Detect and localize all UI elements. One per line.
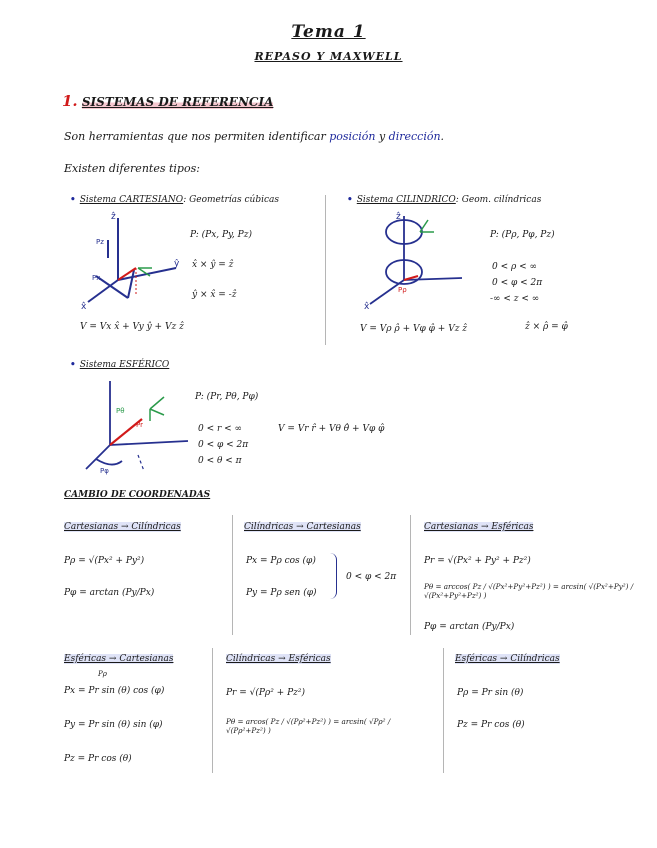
c2cyl-heading-text: Cartesianas → Cilíndricas [64,522,181,532]
c2sph-f3: Pφ = arctan (Py/Px) [424,622,515,632]
intro-and: y [375,130,389,143]
cylindrical-range-2: 0 < φ < 2π [492,278,543,288]
axis-z-label: ẑ [396,212,401,222]
cartesian-cross-2: ŷ × x̂ = -ẑ [192,290,237,300]
unit-vector-phi [150,409,164,415]
c2sph-heading-text: Cartesianas → Esféricas [424,522,534,532]
axis-x-label: x̂ [364,302,370,310]
spherical-point: P: (Pr, Pθ, Pφ) [195,392,259,402]
page-title: Tema 1 [291,22,366,42]
unit-vector-phi [420,220,428,232]
axis-y-label: ŷ [174,259,180,269]
cartesian-cross-1: x̂ × ŷ = ẑ [192,260,234,270]
x-axis [86,445,110,469]
box-edge-2 [128,270,134,298]
y-axis [110,441,188,445]
phi-arc [96,459,122,465]
spherical-diagram [78,375,193,475]
cylindrical-diagram [362,210,472,310]
intro-line [64,130,444,143]
intro-text: Son herramientas que nos permiten identificar [64,130,330,143]
page-subtitle: REPASO Y MAXWELL [254,50,403,63]
cyl2sph-f2: Pθ = arcos( Pz / √(Pρ²+Pz²) ) = arcsin( √Pρ² / √(Pρ²+Pz²) ) [226,717,391,735]
sph2cyl-f2: Pz = Pr cos (θ) [457,720,525,730]
cartesian-vector: V = Vx x̂ + Vy ŷ + Vz ẑ [80,322,184,332]
sph2c-heading-text: Esféricas → Cartesianas [64,654,174,664]
cylindrical-point: P: (Pρ, Pφ, Pz) [490,230,555,240]
cylindrical-heading: • Sistema CILINDRICO: Geom. cilíndricas [347,195,542,205]
px-label: Px [92,274,101,282]
cylindrical-vector: V = Vρ ρ̂ + Vφ φ̂ + Vz ẑ [360,324,468,334]
cartesian-label: Sistema CARTESIANO [79,195,184,205]
sph2cyl-heading [455,654,560,664]
sph2c-f1: Px = Pr sin (θ) cos (φ) [64,686,165,696]
cartesian-point: P: (Px, Py, Pz) [190,230,252,240]
sph2cyl-f1: Pρ = Pr sin (θ) [457,688,524,698]
axis-z-label: ẑ [111,212,116,222]
types-line: Existen diferentes tipos: [64,162,200,175]
cartesian-desc: : Geometrías cúbicas [183,195,280,205]
cyl2sph-heading [226,654,331,664]
cylindrical-range-1: 0 < ρ < ∞ [492,262,538,272]
cyl2c-f2: Py = Pρ sen (φ) [246,588,317,598]
intro-direction: dirección [388,130,441,143]
c2cyl-f2: Pφ = arctan (Py/Px) [64,588,155,598]
cylindrical-cross: ẑ × ρ̂ = φ̂ [525,322,568,332]
phi-label: Pφ [100,467,109,475]
column-divider [410,515,411,635]
cylindrical-desc: : Geom. cilíndricas [455,195,542,205]
unit-vector-r [150,397,164,409]
spherical-range-1: 0 < r < ∞ [198,424,243,434]
intro-end: . [440,130,445,143]
cyl2sph-f1: Pr = √(Pρ² + Pz²) [226,688,306,698]
c2cyl-heading [64,522,181,532]
cyl2c-f1: Px = Pρ cos (φ) [246,556,316,566]
section-title: SISTEMAS DE REFERENCIA [81,95,274,109]
cartesian-heading: • Sistema CARTESIANO: Geometrías cúbicas [70,195,280,205]
sph2c-over: Pρ [98,670,107,678]
spherical-vector: V = Vr r̂ + Vθ θ̂ + Vφ φ̂ [278,424,385,434]
spherical-range-3: 0 < θ < π [198,456,242,466]
spherical-heading: • Sistema ESFÉRICO [70,360,170,370]
theta-label: Pθ [116,407,125,415]
projection-line [138,455,144,471]
sph2c-f3: Pz = Pr cos (θ) [64,754,132,764]
cyl2c-range: 0 < φ < 2π [346,572,397,582]
column-divider [212,648,213,773]
spherical-label: Sistema ESFÉRICO [79,360,170,370]
c2sph-f2: Pθ = arccos( Pz / √(Px²+Py²+Pz²) ) = arcsin( √(Px²+Py²) / √(Px²+Py²+Pz²) ) [424,582,634,600]
section-heading [62,92,273,110]
sph2c-f2: Py = Pr sin (θ) sin (φ) [64,720,163,730]
pz-label: Pz [96,238,104,246]
cylindrical-range-3: -∞ < z < ∞ [490,294,540,304]
p-label: Pρ [398,286,407,294]
sph2c-heading [64,654,173,664]
cylindrical-label: Sistema CILINDRICO [356,195,456,205]
column-divider [443,648,444,773]
c2cyl-f1: Pρ = √(Px² + Py²) [64,556,145,566]
section-number: 1. [62,92,78,110]
cyl2sph-heading-text: Cilíndricas → Esféricas [226,654,331,664]
spherical-range-2: 0 < φ < 2π [198,440,249,450]
column-divider [232,515,233,635]
sph2cyl-heading-text: Esféricas → Cilíndricas [455,654,560,664]
r-label: Pr [136,421,143,429]
brace [330,553,337,599]
intro-position: posición [329,130,376,143]
cyl2c-heading [244,522,361,532]
column-divider [325,195,326,345]
cyl2c-heading-text: Cilíndricas → Cartesianas [244,522,361,532]
change-title: CAMBIO DE COORDENADAS [64,490,211,500]
c2sph-f1: Pr = √(Px² + Py² + Pz²) [424,556,531,566]
c2sph-heading [424,522,533,532]
cartesian-diagram [78,210,183,310]
axis-x-label: x̂ [81,302,87,310]
x-axis [88,280,118,302]
